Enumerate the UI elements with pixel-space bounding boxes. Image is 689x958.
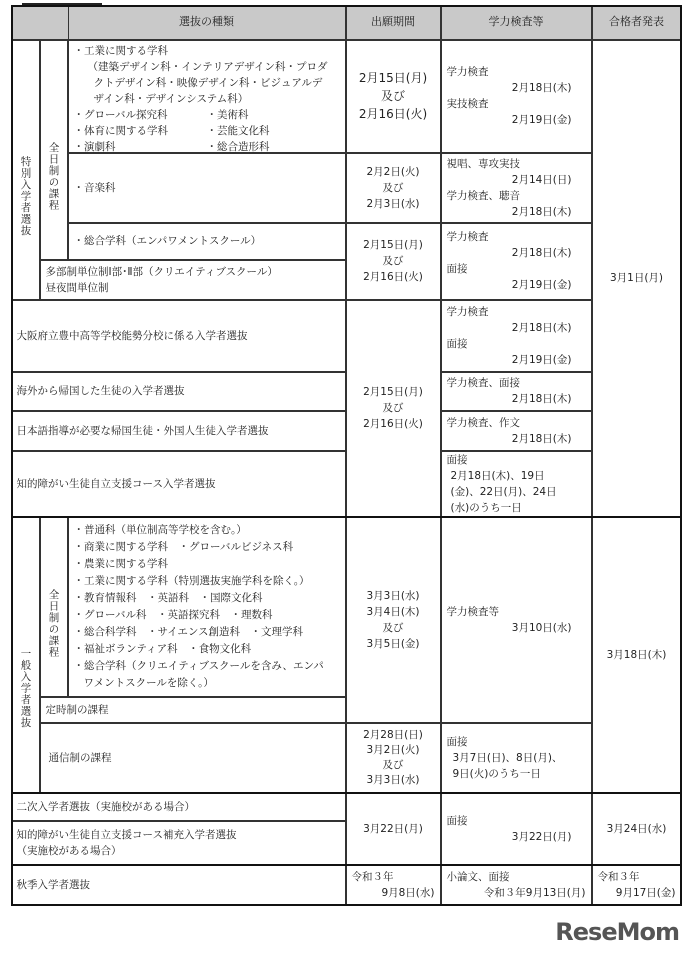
general-items [68,517,346,697]
special-label: 特別入学者選抜 [11,40,40,300]
text-line: （建築デザイン科・インテリアデザイン科・プロダ [87,60,328,73]
text-line: ・美術科 [206,108,249,121]
text-line: 学力検査、面接 [446,377,520,389]
text-line: 2月16日(火) [363,418,423,430]
text-line: 令和３年9月13日(月) [483,887,586,899]
list-item: ・総合科学科 ・サイエンス創造科 ・文理学科 [73,625,304,638]
text-line: クトデザイン科・映像デザイン科・ビジュアルデ [93,76,323,89]
divider [11,516,682,518]
chiteki-exam [441,451,592,517]
header-blank [11,5,69,40]
nihongo-selection: 日本語指導が必要な帰国生徒・外国人生徒入学者選抜 [11,411,346,451]
text-line: 2月18日(木)、19日 [450,469,545,482]
text-line: 面接 [446,814,468,827]
text-line: 面接 [446,263,468,275]
text-line: 学力検査 [446,305,489,318]
text-line: 2月28日(日) [363,728,423,741]
text-line: ・グローバル探究科 [73,108,168,121]
text-line: 2月18日(木) [511,393,572,405]
text-line: 面接 [446,453,468,466]
nose-exam [441,300,592,372]
niji-selection: 二次入学者選抜（実施校がある場合） [11,793,346,821]
text-line: 2月16日(火) [358,107,428,121]
text-line: 学力検査 [446,231,489,243]
text-line: 及び [382,621,404,634]
resemom-logo: ReseMom [555,918,679,946]
general-result: 3月18日(木) [592,517,682,793]
list-item: ワメントスクールを除く。） [83,676,214,689]
kaigai-selection: 海外から帰国した生徒の入学者選抜 [11,372,346,411]
general-period-2 [346,723,441,793]
secondary-exam [441,793,592,865]
autumn-result [592,865,682,906]
text-line: 学力検査等 [446,605,499,618]
text-line: 2月18日(木) [511,205,572,218]
text-line: ザイン科・デザインシステム科） [93,92,249,105]
text-line: 2月19日(金) [511,353,572,366]
autumn-period [346,865,441,906]
text-line: 3月3日(水) [366,589,420,602]
hoju-selection [11,821,346,865]
text-line: 学力検査、作文 [446,416,520,429]
text-pair [74,107,340,123]
text-line: 3月7日(日)、8日(月)、 [452,751,563,764]
list-item: ・グローバル科 ・英語探究科 ・理数科 [73,608,273,621]
text-line: ・工業に関する学科 [73,44,168,57]
special-exam-2 [441,153,592,223]
general-period-1 [346,517,441,723]
text-line: (金)、22日(月)、24日 [450,485,557,498]
general-teiji: 定時制の課程 [40,697,346,723]
text-line: 2月19日(金) [511,114,572,126]
text-line: 2月15日(月) [363,386,423,398]
special-music: ・音楽科 [68,153,346,223]
special-period-2 [346,153,441,223]
text-line: 知的障がい生徒自立支援コース補充入学者選抜 [16,828,237,841]
text-line: 2月19日(金) [511,279,572,291]
text-line: 多部制単位制Ⅰ部･Ⅱ部（クリエイティブスクール） [45,265,278,278]
text-line: 令和３年 [351,871,394,883]
text-line: 2月2日(火) [366,165,420,178]
secondary-period: 3月22日(月) [346,793,441,865]
text-line: 3月10日(水) [511,621,572,634]
text-line: 令和３年 [597,871,640,883]
nose-selection: 大阪府立豊中高等学校能勢分校に係る入学者選抜 [11,300,346,372]
text-line: 学力検査 [446,66,489,78]
general-exam-2 [441,723,592,793]
text-line: 3月4日(木) [366,605,420,618]
special-fulltime-label: 全日制の課程 [40,40,68,260]
list-item: ・普通科（単位制高等学校を含む。） [73,523,247,536]
text-line: 小論文、面接 [446,871,510,883]
text-line: 2月3日(水) [366,197,420,210]
text-line: （実施校がある場合） [16,844,122,857]
header-period: 出願期間 [346,5,441,40]
list-item: ・商業に関する学科 ・グローバルビジネス科 [73,540,294,553]
text-line: 2月18日(木) [511,82,572,94]
text-line: 実技検査 [446,98,489,110]
special-exam-1 [441,40,592,153]
nihongo-exam [441,411,592,451]
special-result: 3月1日(月) [592,40,682,517]
chiteki-selection: 知的障がい生徒自立支援コース入学者選抜 [11,451,346,517]
text-line: 3月22日(月) [511,830,572,843]
text-line: 昼夜間単位制 [45,281,109,294]
text-line: 面接 [446,735,468,748]
text-line: 及び [382,255,404,267]
text-line: 9月8日(水) [381,887,435,899]
secondary-result: 3月24日(水) [592,793,682,865]
text-line: ・芸能文化科 [206,124,270,137]
text-line: 学力検査、聴音 [446,189,520,202]
text-line: 2月14日(日) [511,173,572,186]
text-pair [74,123,340,139]
text-line: 視唱、専攻実技 [446,157,520,170]
text-line: 2月18日(木) [511,321,572,334]
header-exam: 学力検査等 [441,5,592,40]
special-period-1 [346,40,441,153]
list-item: ・総合学科（クリエイティブスクールを含み、エンパ [73,659,324,672]
text-line: ・演劇科 [73,140,116,153]
kaigai-exam [441,372,592,411]
text-line: 面接 [446,337,468,350]
text-line: 3月2日(火) [366,743,420,756]
text-line: 3月5日(金) [366,637,420,650]
text-line: 2月16日(火) [363,271,423,283]
general-fulltime-label: 全日制の課程 [40,517,68,697]
special-exam-3 [441,223,592,300]
autumn-selection: 秋季入学者選抜 [11,865,346,906]
text-line: ・体育に関する学科 [73,124,168,137]
divider [11,864,682,866]
general-tsushin: 通信制の課程 [40,723,346,793]
list-item: ・福祉ボランティア科 ・食物文化科 [73,642,252,655]
general-exam-1 [441,517,592,723]
special-industry-cell [68,40,346,153]
text-line: 2月18日(木) [511,432,572,445]
list-item: ・農業に関する学科 [73,557,168,570]
text-line: (水)のうち一日 [450,501,522,514]
text-line: 及び [380,89,405,103]
text-line: 及び [382,402,404,414]
special-tabu [40,260,346,300]
text-line: 及び [382,181,404,194]
header-result: 合格者発表 [592,5,682,40]
text-line: 2月15日(月) [363,239,423,251]
text-line: 2月18日(木) [511,247,572,259]
text-line: ・総合造形科 [206,140,270,153]
header-kind: 選抜の種類 [68,5,346,40]
text-line: 3月3日(水) [366,773,420,786]
list-item: ・教育情報科 ・英語科 ・国際文化科 [73,591,263,604]
text-line: 9日(火)のうち一日 [452,767,541,780]
divider [11,792,682,794]
special-sogo: ・総合学科（エンパワメントスクール） [68,223,346,260]
text-line: 2月15日(月) [358,71,428,85]
list-item: ・工業に関する学科（特別選抜実施学科を除く。） [73,574,310,587]
general-label: 一般入学者選抜 [11,517,40,793]
text-line: 9月17日(金) [615,887,676,899]
others-period [346,300,441,517]
special-period-3 [346,223,441,300]
text-line: 及び [382,758,404,771]
autumn-exam [441,865,592,906]
